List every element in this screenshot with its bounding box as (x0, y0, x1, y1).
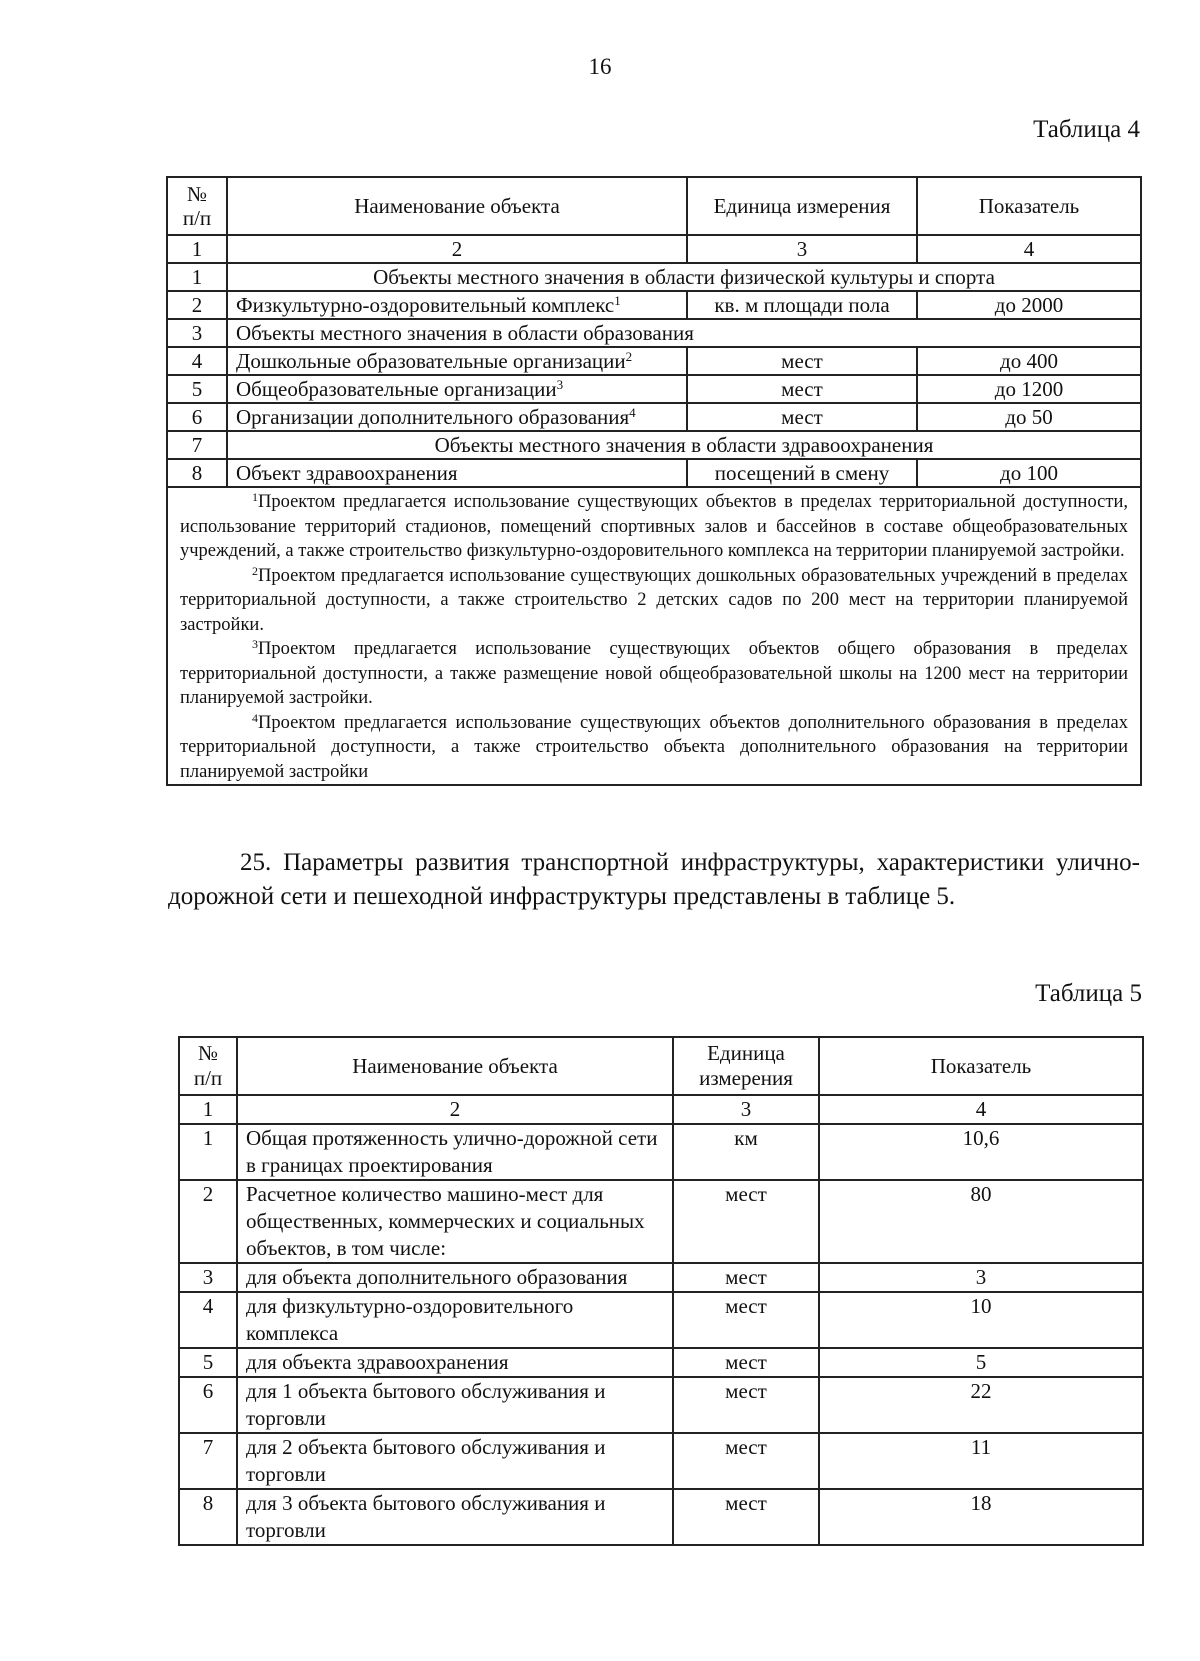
section-title: Объекты местного значения в области физической культуры и спорта (227, 263, 1141, 291)
footnotes (167, 487, 1141, 785)
table-row (179, 1489, 1143, 1545)
footnote-marker: 4 (252, 710, 258, 725)
object-name (227, 403, 687, 431)
object-name-text: Дошкольные образовательные организации (236, 349, 626, 373)
indicator-value: 11 (819, 1433, 1143, 1489)
unit: мест (687, 375, 917, 403)
indicator-value: до 100 (917, 459, 1141, 487)
table-row (179, 1348, 1143, 1377)
object-name (227, 459, 687, 487)
header-indicator: Показатель (819, 1037, 1143, 1095)
row-number: 3 (179, 1263, 237, 1292)
unit: мест (673, 1348, 819, 1377)
footnote-marker: 4 (629, 405, 636, 420)
object-name: для 2 объекта бытового обслуживания и торговли (237, 1433, 673, 1489)
row-number: 7 (179, 1433, 237, 1489)
table-section-row (167, 263, 1141, 291)
header-unit: Единица измерения (687, 177, 917, 235)
indicator-value: 18 (819, 1489, 1143, 1545)
table-row (167, 459, 1141, 487)
header-number: № п/п (179, 1037, 237, 1095)
row-number: 6 (179, 1377, 237, 1433)
unit: кв. м площади пола (687, 291, 917, 319)
indicator-value: 3 (819, 1263, 1143, 1292)
unit: посещений в смену (687, 459, 917, 487)
row-number: 2 (167, 291, 227, 319)
table-row (179, 1263, 1143, 1292)
unit: км (673, 1124, 819, 1180)
column-number: 2 (237, 1095, 673, 1124)
column-number: 3 (687, 235, 917, 263)
object-name (227, 291, 687, 319)
column-number-row (167, 235, 1141, 263)
footnote (180, 564, 1128, 638)
footnote (180, 637, 1128, 711)
row-number: 4 (179, 1292, 237, 1348)
row-number: 2 (179, 1180, 237, 1263)
column-number-row (179, 1095, 1143, 1124)
object-name: для 1 объекта бытового обслуживания и торговли (237, 1377, 673, 1433)
column-number: 4 (819, 1095, 1143, 1124)
object-name-text: Общеобразовательные организации (236, 377, 557, 401)
footnote-marker: 3 (556, 377, 564, 392)
footnote-text: Проектом предлагается использование существующих дошкольных образовательных учреждений в пределах территориальной доступности, а также строительство 2 детских садов по 200 мест на территории планируемой застройки. (180, 565, 1128, 635)
column-number: 1 (179, 1095, 237, 1124)
footnote (180, 490, 1128, 564)
object-name: для объекта здравоохранения (237, 1348, 673, 1377)
indicator-value: до 1200 (917, 375, 1141, 403)
row-number: 5 (167, 375, 227, 403)
object-name-text: Физкультурно-оздоровительный комплекс (236, 293, 615, 317)
footnote-text: Проектом предлагается использование существующих объектов в пределах территориальной доступности, использование территорий стадионов, помещений спортивных залов и бассейнов в составе общеобразовательных учреждений, а также строительство физкультурно-оздоровительного комплекса на территории планируемой застройки. (180, 492, 1128, 561)
column-number: 4 (917, 235, 1141, 263)
table-section-row (167, 431, 1141, 459)
unit: мест (687, 403, 917, 431)
table-5-caption: Таблица 5 (1035, 980, 1142, 1007)
unit: мест (673, 1263, 819, 1292)
table-row (167, 291, 1141, 319)
table-row (167, 403, 1141, 431)
footnote-marker: 1 (252, 490, 258, 504)
object-name-text: Объект здравоохранения (236, 461, 458, 485)
unit: мест (673, 1377, 819, 1433)
footnote-marker: 2 (625, 349, 633, 364)
paragraph-25: 25. Параметры развития транспортной инфраструктуры, характеристики улично-дорожной сети и пешеходной инфраструктуры представлены в таблице 5. (168, 849, 1140, 910)
footnote-marker: 3 (252, 637, 258, 651)
row-number: 1 (167, 263, 227, 291)
page-number: 16 (588, 54, 612, 79)
header-number: № п/п (167, 177, 227, 235)
header-name: Наименование объекта (237, 1037, 673, 1095)
row-number: 7 (167, 431, 227, 459)
table-row (167, 375, 1141, 403)
unit: мест (687, 347, 917, 375)
object-name: для физкультурно-оздоровительного комплекса (237, 1292, 673, 1348)
column-number: 3 (673, 1095, 819, 1124)
table-row (179, 1377, 1143, 1433)
footnote (180, 711, 1128, 785)
table-row (179, 1180, 1143, 1263)
column-number: 1 (167, 235, 227, 263)
unit: мест (673, 1489, 819, 1545)
row-number: 1 (179, 1124, 237, 1180)
indicator-value: до 2000 (917, 291, 1141, 319)
indicator-value: 22 (819, 1377, 1143, 1433)
indicator-value: 10 (819, 1292, 1143, 1348)
section-title: Объекты местного значения в области здравоохранения (227, 431, 1141, 459)
column-number: 2 (227, 235, 687, 263)
section-title: Объекты местного значения в области образования (227, 319, 1141, 347)
table-row (179, 1292, 1143, 1348)
row-number: 6 (167, 403, 227, 431)
object-name: Расчетное количество машино-мест для общественных, коммерческих и социальных объектов, в том числе: (237, 1180, 673, 1263)
indicator-value: 5 (819, 1348, 1143, 1377)
row-number: 8 (167, 459, 227, 487)
indicator-value: до 50 (917, 403, 1141, 431)
table-section-row (167, 319, 1141, 347)
table-4-header-row (167, 177, 1141, 235)
header-name: Наименование объекта (227, 177, 687, 235)
header-indicator: Показатель (917, 177, 1141, 235)
indicator-value: 10,6 (819, 1124, 1143, 1180)
indicator-value: 80 (819, 1180, 1143, 1263)
footnote-text: Проектом предлагается использование существующих объектов общего образования в пределах территориальной доступности, а также размещение новой общеобразовательной школы на 1200 мест на территории планируемой застройки. (180, 639, 1128, 708)
unit: мест (673, 1433, 819, 1489)
object-name: для объекта дополнительного образования (237, 1263, 673, 1292)
header-unit: Единица измерения (673, 1037, 819, 1095)
footnotes-row (167, 487, 1141, 785)
table-row (179, 1124, 1143, 1180)
row-number: 3 (167, 319, 227, 347)
object-name (227, 347, 687, 375)
object-name-text: Организации дополнительного образования (236, 405, 630, 429)
unit: мест (673, 1292, 819, 1348)
table-5 (178, 1036, 1144, 1546)
table-5-header-row (179, 1037, 1143, 1095)
row-number: 5 (179, 1348, 237, 1377)
object-name: для 3 объекта бытового обслуживания и торговли (237, 1489, 673, 1545)
table-4-caption: Таблица 4 (1033, 116, 1140, 143)
object-name (227, 375, 687, 403)
table-row (167, 347, 1141, 375)
table-row (179, 1433, 1143, 1489)
row-number: 8 (179, 1489, 237, 1545)
table-4 (166, 176, 1142, 786)
object-name: Общая протяженность улично-дорожной сети в границах проектирования (237, 1124, 673, 1180)
footnote-marker: 1 (614, 293, 621, 308)
row-number: 4 (167, 347, 227, 375)
footnote-marker: 2 (252, 563, 258, 578)
unit: мест (673, 1180, 819, 1263)
footnote-text: Проектом предлагается использование существующих объектов дополнительного образования в пределах территориальной доступности, а также строительство объекта дополнительного образования на территории планируемой застройки (180, 712, 1128, 782)
indicator-value: до 400 (917, 347, 1141, 375)
